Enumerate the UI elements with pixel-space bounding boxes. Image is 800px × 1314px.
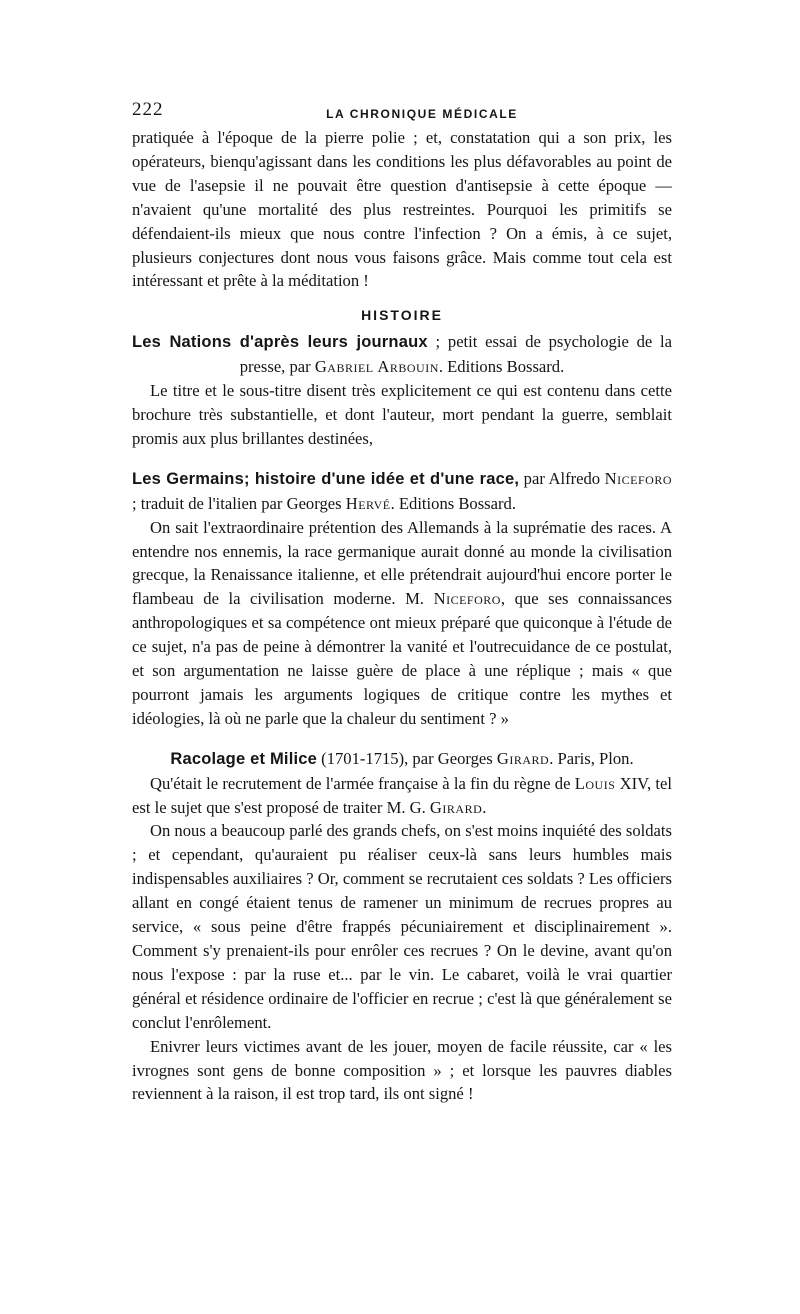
heading-text: par Alfredo [519, 468, 605, 488]
heading-text: ; petit essai de psychologie de la presse, par [239, 332, 673, 377]
intro-paragraph: pratiquée à l'époque de la pierre polie ; et, constatation qui a son prix, les opérateurs, bienqu'agissant dans les conditions les plus défavorables au point de vue de l'asepsie il ne pouvait être question d'antisepsie à cette époque — n'avaient qu'une mortalité des plus restreintes. Pourquoi les primitifs se défendaient-ils mieux que nous contre l'infection ? On a émis, à ce sujet, plusieurs conjectures dont nous vous faisons grâce. Mais comme tout cela est intéressant et prête à la méditation ! [132, 128, 672, 291]
paragraph-text: Qu'était le recrutement de l'armée française à la fin du règne de [150, 773, 575, 793]
author-name: Girard [496, 748, 550, 768]
entry-heading [132, 330, 672, 379]
document-page [132, 98, 672, 1106]
review-paragraph: Enivrer leurs victimes avant de les jouer, moyen de facile réussite, car « les ivrognes sont gens de bonne composition » ; et lorsque les pauvres diables reviennent à la raison, il est trop tard, ils ont signé ! [132, 1036, 672, 1104]
section-title: HISTOIRE [361, 307, 443, 324]
book-title: Les Nations d'après leurs journaux [132, 333, 428, 352]
review-paragraph [132, 772, 672, 820]
author-name: Niceforo [604, 468, 672, 488]
author-name: Gabriel Arbouin [314, 357, 439, 377]
running-title: LA CHRONIQUE MÉDICALE [326, 107, 518, 121]
review-entry-nations [132, 330, 672, 451]
entry-heading [132, 467, 672, 516]
entry-heading [132, 747, 672, 772]
paragraph-text: On sait l'extraordinaire prétention des Allemands à la suprématie des races. A entendre nos ennemis, la race germanique aurait donné au monde la civilisation grecque, la Renaissance italienne, et elle prétendrait aujourd'hui encore porter le flambeau de la civilisation moderne. M. [132, 517, 672, 609]
author-name: Niceforo [433, 589, 501, 609]
paragraph-text: XIV, tel est le sujet que s'est proposé de traiter M. G. [132, 773, 672, 817]
book-title: Les Germains; histoire d'une idée et d'une race, [132, 469, 520, 488]
review-entry-racolage [132, 747, 672, 1107]
review-paragraph: Le titre et le sous-titre disent très explicitement ce qui est contenu dans cette brochure très substantielle, et dont l'auteur, mort pendant la guerre, semblait promis aux plus brillantes destinées, [132, 381, 672, 448]
heading-text: . Editions Bossard. [438, 357, 565, 377]
heading-text: . Editions Bossard. [390, 493, 516, 513]
review-paragraph: On nous a beaucoup parlé des grands chefs, on s'est moins inquiété des soldats ; et cependant, qu'auraient pu réaliser ceux-là sans leurs humbles mais indispensables auxiliaires ? Or, comment se recrutaient ces soldats ? Les officiers allant en congé étaient tenus de ramener un minimum de recrues propres au service, « sous peine d'être frappés pécuniairement et disciplinairement ». Comment s'y prenaient-ils pour enrôler ces recrues ? On le devine, avant qu'on nous l'expose : par la ruse et... par le vin. Le cabaret, voilà le vrai quartier général et résidence ordinaire de l'officier en recrue ; c'est là que généralement se conclut l'enrôlement. [132, 821, 672, 1032]
author-name: Girard [429, 797, 483, 817]
review-paragraph [132, 516, 672, 731]
running-header [132, 98, 672, 124]
paragraph-text: . [482, 797, 487, 817]
paragraph-text: , que ses connaissances anthropologiques et sa compétence ont mieux préparé que quiconque à l'étude de ce sujet, n'a pas de peine à démontrer la vanité et l'outrecuidance de ce postulat, et son argumentation ne laisse guère de place à une réplique ; mais « que pourront jamais les arguments logiques de critique contre les mythes et idéologies, là où ne parle que la chaleur du sentiment ? » [132, 589, 672, 728]
page-number: 222 [132, 99, 164, 120]
review-entry-germains [132, 467, 672, 731]
heading-text: (1701-1715), par Georges [317, 748, 497, 768]
book-title: Racolage et Milice [170, 749, 318, 768]
heading-text: . Paris, Plon. [549, 748, 634, 768]
heading-text: ; traduit de l'italien par Georges [132, 493, 346, 513]
translator-name: Hervé [345, 493, 391, 513]
king-name: Louis [574, 773, 616, 793]
